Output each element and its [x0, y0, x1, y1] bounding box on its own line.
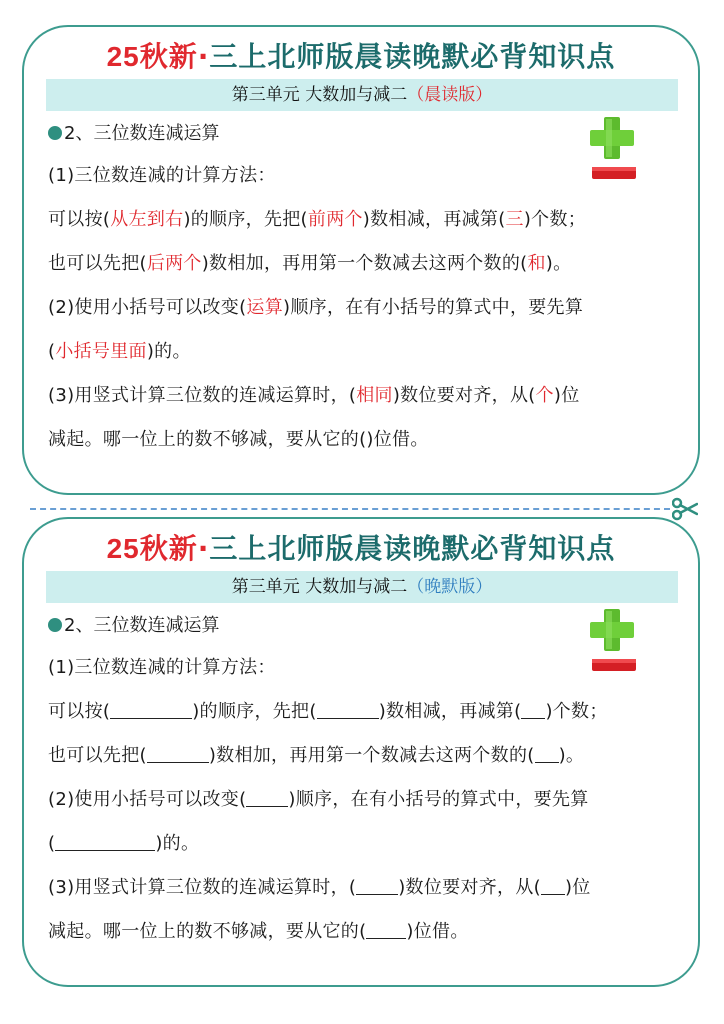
line-text: )数相减，再减第( [378, 701, 522, 722]
text-line-4 [48, 293, 583, 319]
answer-blank[interactable] [246, 790, 288, 807]
answer-blank[interactable] [366, 922, 406, 939]
line-text: (2)使用小括号可以改变( [48, 297, 247, 318]
line-text: 可以按( [48, 701, 111, 722]
plus-minus-icon [588, 115, 638, 181]
answer-blank[interactable] [110, 702, 192, 719]
title-number: 25 [106, 533, 140, 564]
section-heading [48, 119, 219, 145]
unit-title: 第三单元 大数加与减二 [231, 577, 408, 597]
line-text: )位 [564, 877, 591, 898]
line-text: ( [48, 341, 56, 362]
text-line-1 [48, 161, 276, 187]
title-red: 秋新 [139, 532, 198, 565]
text-line-6 [48, 873, 591, 899]
version-label: （晚默版） [407, 577, 493, 597]
cut-line [30, 508, 670, 510]
morning-card [22, 25, 700, 495]
line-text: )顺序，在有小括号的算式中，要先算 [283, 297, 584, 318]
scissors-icon [672, 497, 698, 521]
answer-text: 后两个 [146, 253, 202, 274]
page-title [24, 527, 698, 567]
line-text: ( [48, 833, 56, 854]
text-line-5 [48, 337, 191, 363]
answer-blank[interactable] [521, 702, 545, 719]
version-label: （晨读版） [407, 85, 493, 105]
line-text: 也可以先把( [48, 745, 147, 766]
line-text: )位 [553, 385, 580, 406]
line-text: )的顺序，先把( [183, 209, 308, 230]
bullet-icon [48, 126, 62, 140]
answer-blank[interactable] [147, 746, 209, 763]
line-text: )的。 [155, 833, 200, 854]
line-text: )的。 [146, 341, 191, 362]
section-title: 2、三位数连减运算 [64, 123, 220, 144]
line-text: )数相加，再用第一个数减去这两个数的( [208, 745, 535, 766]
answer-text: 和 [527, 253, 546, 274]
answer-text: 运算 [246, 297, 284, 318]
title-dot: · [197, 40, 210, 73]
line-text: 减起。哪一位上的数不够减，要从它的( [48, 921, 367, 942]
answer-blank[interactable] [535, 746, 559, 763]
line-text: )。 [558, 745, 585, 766]
line-text: 可以按( [48, 209, 111, 230]
title-red: 秋新 [139, 40, 198, 73]
page-title [24, 35, 698, 75]
text-line-5 [48, 829, 199, 855]
line-text: )数位要对齐，从( [398, 877, 541, 898]
text-line-2 [48, 205, 586, 231]
line-text: (3)用竖式计算三位数的连减运算时，( [48, 877, 357, 898]
line-text: )。 [545, 253, 572, 274]
line-text: )位借。 [406, 921, 469, 942]
answer-blank[interactable] [541, 878, 565, 895]
text-line-1 [48, 653, 276, 679]
text-line-7 [48, 425, 429, 451]
line-text: )个数； [523, 209, 587, 230]
text-line-7 [48, 917, 469, 943]
title-dot: · [197, 532, 210, 565]
line-text: )数位要对齐，从( [392, 385, 536, 406]
unit-bar [46, 79, 678, 111]
line-text: )数相加，再用第一个数减去这两个数的( [201, 253, 528, 274]
text-line-6 [48, 381, 580, 407]
title-number: 25 [106, 41, 140, 72]
unit-bar [46, 571, 678, 603]
answer-blank[interactable] [356, 878, 398, 895]
text-line-3 [48, 249, 571, 275]
title-rest: 三上北师版晨读晚默必背知识点 [209, 532, 616, 565]
answer-text: 小括号里面 [55, 341, 147, 362]
text-line-2 [48, 697, 608, 723]
line-text: (1)三位数连减的计算方法： [48, 657, 276, 678]
line-text: )的顺序，先把( [192, 701, 317, 722]
unit-title: 第三单元 大数加与减二 [231, 85, 408, 105]
text-line-3 [48, 741, 584, 767]
line-text: (2)使用小括号可以改变( [48, 789, 247, 810]
evening-card [22, 517, 700, 987]
line-text: )个数； [545, 701, 608, 722]
line-text: )数相减，再减第( [362, 209, 506, 230]
line-text: )顺序，在有小括号的算式中，要先算 [288, 789, 589, 810]
line-text: 减起。哪一位上的数不够减，要从它的()位借。 [48, 429, 429, 450]
answer-text: 前两个 [307, 209, 363, 230]
plus-minus-icon [588, 607, 638, 673]
text-line-4 [48, 785, 589, 811]
section-title: 2、三位数连减运算 [64, 615, 220, 636]
line-text: 也可以先把( [48, 253, 147, 274]
answer-blank[interactable] [317, 702, 379, 719]
answer-text: 三 [505, 209, 524, 230]
section-heading [48, 611, 219, 637]
answer-text: 个 [535, 385, 554, 406]
answer-blank[interactable] [55, 834, 155, 851]
bullet-icon [48, 618, 62, 632]
line-text: (3)用竖式计算三位数的连减运算时，( [48, 385, 357, 406]
line-text: (1)三位数连减的计算方法： [48, 165, 276, 186]
answer-text: 相同 [356, 385, 393, 406]
answer-text: 从左到右 [110, 209, 184, 230]
title-rest: 三上北师版晨读晚默必背知识点 [209, 40, 616, 73]
